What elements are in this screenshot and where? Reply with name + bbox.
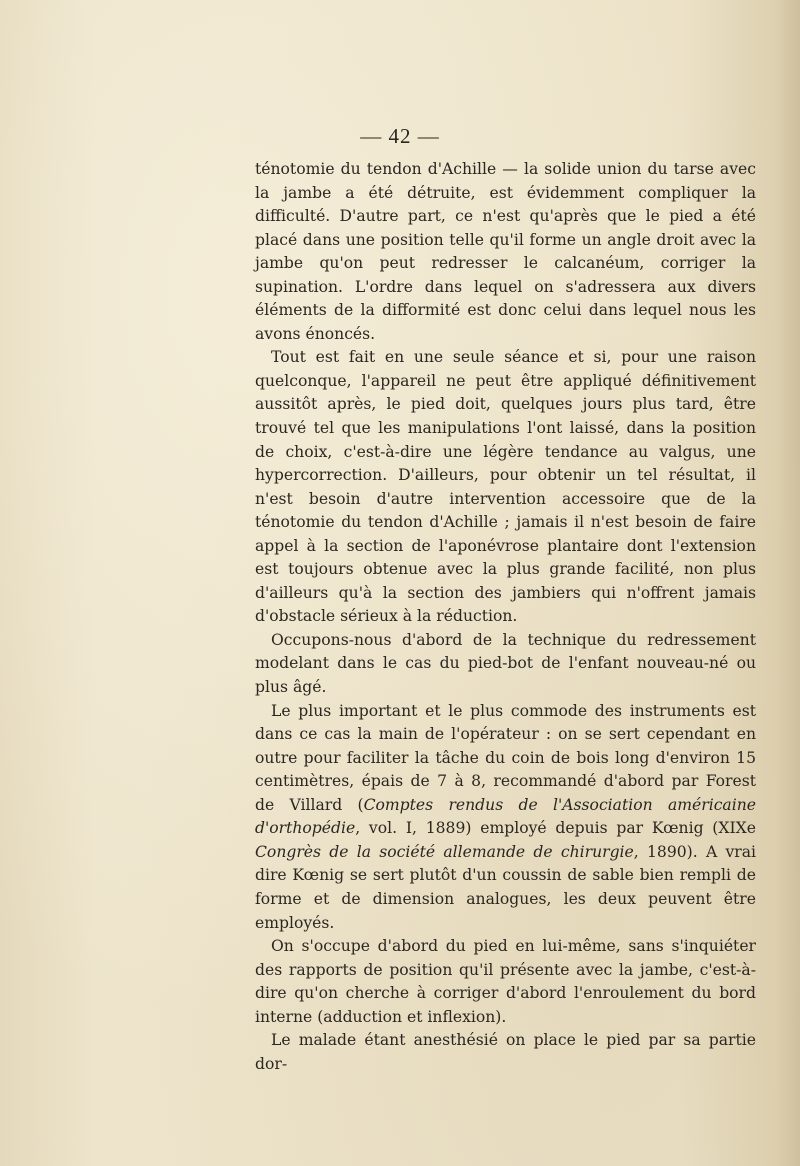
page-number: — 42 — xyxy=(360,124,440,148)
paragraph xyxy=(255,700,756,935)
text-run: , 1890). A vrai dire Kœnig se sert plutôt d'un coussin de sable bien rempli de forme et de dimension analogues, les deux peuvent être employés. xyxy=(255,842,756,932)
paragraph xyxy=(255,346,756,629)
body-text xyxy=(255,158,756,1076)
text-run: Le plus important et le plus commode des instruments est dans ce cas la main de l'opérateur : on se sert cependant en outre pour faciliter la tâche du coin de bois long d'environ 15 centimètres, épais de 7 à 8, recommandé d'abord par Forest de Villard ( xyxy=(255,701,756,814)
text-run: Le malade étant anesthésié on place le pied par sa partie dor- xyxy=(255,1031,756,1073)
paragraph xyxy=(255,629,756,700)
italic-citation: Congrès de la société allemande de chirurgie xyxy=(255,842,634,861)
paragraph xyxy=(255,935,756,1029)
paragraph xyxy=(255,1029,756,1076)
text-run: Tout est fait en une seule séance et si, pour une raison quelconque, l'appareil ne peut être appliqué définitivement aussitôt après, le pied doit, quelques jours plus tard, être trouvé tel que les manipulations l'ont laissé, dans la position de choix, c'est-à-dire une légère tendance au valgus, une hypercorrection. D'ailleurs, pour obtenir un tel résultat, il n'est besoin d'autre intervention accessoire que de la ténotomie du tendon d'Achille ; jamais il n'est besoin de faire appel à la section de l'aponévrose plantaire dont l'extension est toujours obtenue avec la plus grande facilité, non plus d'ailleurs qu'à la section des jambiers qui n'offrent jamais d'obstacle sérieux à la réduction. xyxy=(255,348,756,626)
text-run: On s'occupe d'abord du pied en lui-même, sans s'inquiéter des rapports de position qu'il présente avec la jambe, c'est-à-dire qu'on cherche à corriger d'abord l'enroulement du bord interne (adduction et inflexion). xyxy=(255,937,756,1026)
text-run: , vol. I, 1889) employé depuis par Kœnig (XIXe xyxy=(355,819,756,838)
text-run: Occupons-nous d'abord de la technique du redressement modelant dans le cas du pied-bot de l'enfant nouveau-né ou plus âgé. xyxy=(255,630,756,697)
text-run: ténotomie du tendon d'Achille — la solide union du tarse avec la jambe a été détruite, est évidemment compliquer la difficulté. D'autre part, ce n'est qu'après que le pied a été placé dans une position telle qu'il forme un angle droit avec la jambe qu'on peut redresser le calcanéum, corriger la supination. L'ordre dans lequel on s'adressera aux divers éléments de la difformité est donc celui dans lequel nous les avons énoncés. xyxy=(255,160,756,343)
paragraph xyxy=(255,158,756,346)
italic-citation: Comptes rendus de l'Association américaine d'orthopédie xyxy=(255,795,756,838)
